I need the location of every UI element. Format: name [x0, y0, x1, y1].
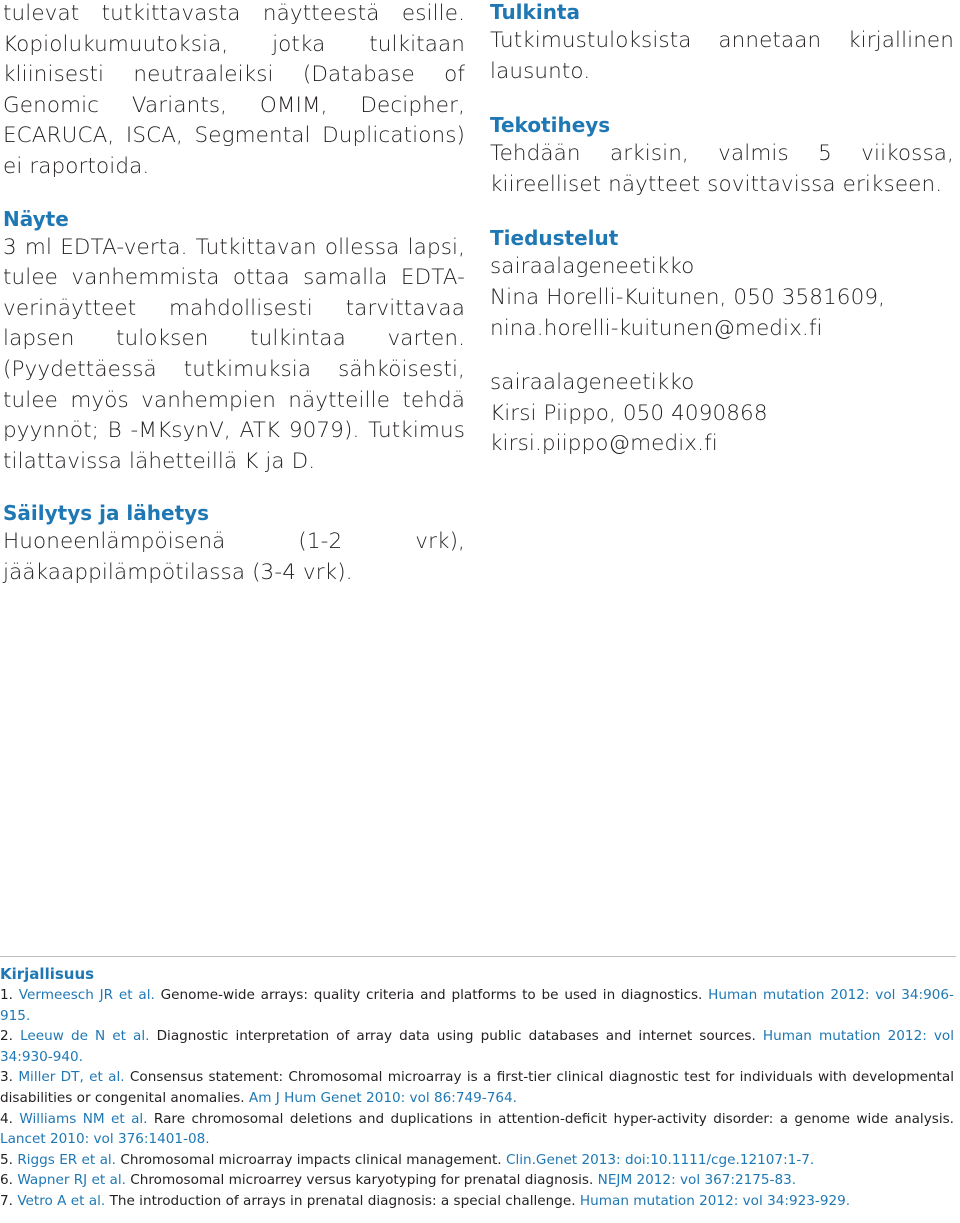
- contact2-email: kirsi.piippo@medix.fi: [490, 431, 718, 457]
- storage-text: Huoneenlämpöisenä (1-2 vrk), jääkaappilämpötilassa (3-4 vrk).: [3, 529, 465, 585]
- sample-heading: Näyte: [3, 206, 69, 231]
- interpretation-text: Tutkimustuloksista annetaan kirjallinen lausunto.: [490, 28, 954, 84]
- reference-number: 7.: [0, 1192, 13, 1209]
- reference-number: 5.: [0, 1151, 13, 1168]
- frequency-heading: Tekotiheys: [490, 113, 611, 138]
- right-column: [490, 0, 954, 460]
- intro-paragraph: tulevat tutkittavasta näytteestä esille. Kopiolukumuutoksia, jotka tulkitaan kliinisesti neutraaleiksi (Database of Genomic Variants, OMIM, Decipher, ECARUCA, ISCA, Segmental Duplications) ei raportoida.: [3, 1, 465, 179]
- storage-heading: Säilytys ja lähetys: [3, 501, 210, 526]
- literature-section: [0, 963, 954, 1212]
- reference-number: 1.: [0, 987, 13, 1003]
- reference-number: 4.: [0, 1110, 13, 1127]
- reference-title: The introduction of arrays in prenatal diagnosis: a special challenge.: [109, 1192, 576, 1209]
- sample-text: 3 ml EDTA-verta. Tutkittavan ollessa lapsi, tulee vanhemmista ottaa samalla EDTA-verinäytteet mahdollisesti tarvittavaa lapsen tuloksen tulkintaa varten. (Pyydettäessä tutkimuksia sähköisesti, tulee myös vanhempien näytteille tehdä pyynnöt; B -MKsynV, ATK 9079). Tutkimus tilattavissa lähetteillä K ja D.: [3, 234, 465, 474]
- contact2-name: Kirsi Piippo, 050 4090868: [490, 400, 768, 426]
- reference-authors: Miller DT, et al.: [18, 1069, 125, 1086]
- reference-number: 6.: [0, 1172, 13, 1189]
- reference-title: Diagnostic interpretation of array data using public databases and internet sources.: [156, 1028, 756, 1045]
- reference-authors: Vetro A et al.: [17, 1192, 106, 1209]
- contact2-role: sairaalageneetikko: [490, 370, 695, 396]
- reference-source: Am J Hum Genet 2010: vol 86:749-764.: [248, 1089, 517, 1106]
- reference-number: 3.: [0, 1069, 13, 1086]
- contact1-name: Nina Horelli-Kuitunen, 050 3581609,: [490, 284, 886, 310]
- reference-item: [0, 985, 954, 1026]
- reference-authors: Williams NM et al.: [19, 1110, 148, 1127]
- reference-source: Human mutation 2012: vol 34:930-940.: [0, 1028, 955, 1065]
- reference-source: Human mutation 2012: vol 34:906-915.: [0, 987, 954, 1024]
- reference-title: Consensus statement: Chromosomal microarray is a first-tier clinical diagnostic test for individuals with developmental disabilities or congenital anomalies.: [0, 1069, 954, 1106]
- reference-source: Clin.Genet 2013: doi:10.1111/cge.12107:1-7.: [505, 1151, 815, 1168]
- reference-item: [0, 1191, 954, 1212]
- reference-authors: Riggs ER et al.: [17, 1151, 116, 1168]
- contact1-email: nina.horelli-kuitunen@medix.fi: [490, 315, 823, 341]
- reference-list: [0, 985, 954, 1212]
- reference-source: Human mutation 2012: vol 34:923-929.: [579, 1192, 851, 1209]
- reference-item: [0, 1150, 954, 1171]
- reference-item: [0, 1109, 954, 1150]
- section-divider: [0, 956, 956, 957]
- reference-authors: Wapner RJ et al.: [17, 1172, 126, 1189]
- reference-item: [0, 1067, 954, 1108]
- inquiries-heading: Tiedustelut: [490, 226, 619, 251]
- contact1-role: sairaalageneetikko: [490, 254, 695, 280]
- reference-item: [0, 1170, 954, 1191]
- reference-title: Genome-wide arrays: quality criteria and platforms to be used in diagnostics.: [160, 987, 703, 1003]
- left-column: [3, 0, 465, 589]
- reference-source: NEJM 2012: vol 367:2175-83.: [597, 1172, 797, 1189]
- reference-title: Rare chromosomal deletions and duplications in attention-deficit hyper-activity disorder: a genome wide analysis.: [153, 1110, 955, 1127]
- reference-item: [0, 1026, 954, 1067]
- reference-number: 2.: [0, 1028, 13, 1045]
- reference-source: Lancet 2010: vol 376:1401-08.: [0, 1131, 210, 1148]
- reference-title: Chromosomal microarrey versus karyotyping for prenatal diagnosis.: [130, 1172, 594, 1189]
- reference-authors: Leeuw de N et al.: [20, 1028, 150, 1045]
- frequency-text: Tehdään arkisin, valmis 5 viikossa, kiireelliset näytteet sovittavissa erikseen.: [490, 141, 954, 197]
- reference-title: Chromosomal microarray impacts clinical management.: [120, 1151, 502, 1168]
- interpretation-heading: Tulkinta: [490, 0, 580, 24]
- reference-authors: Vermeesch JR et al.: [18, 987, 155, 1003]
- literature-heading: Kirjallisuus: [0, 965, 95, 983]
